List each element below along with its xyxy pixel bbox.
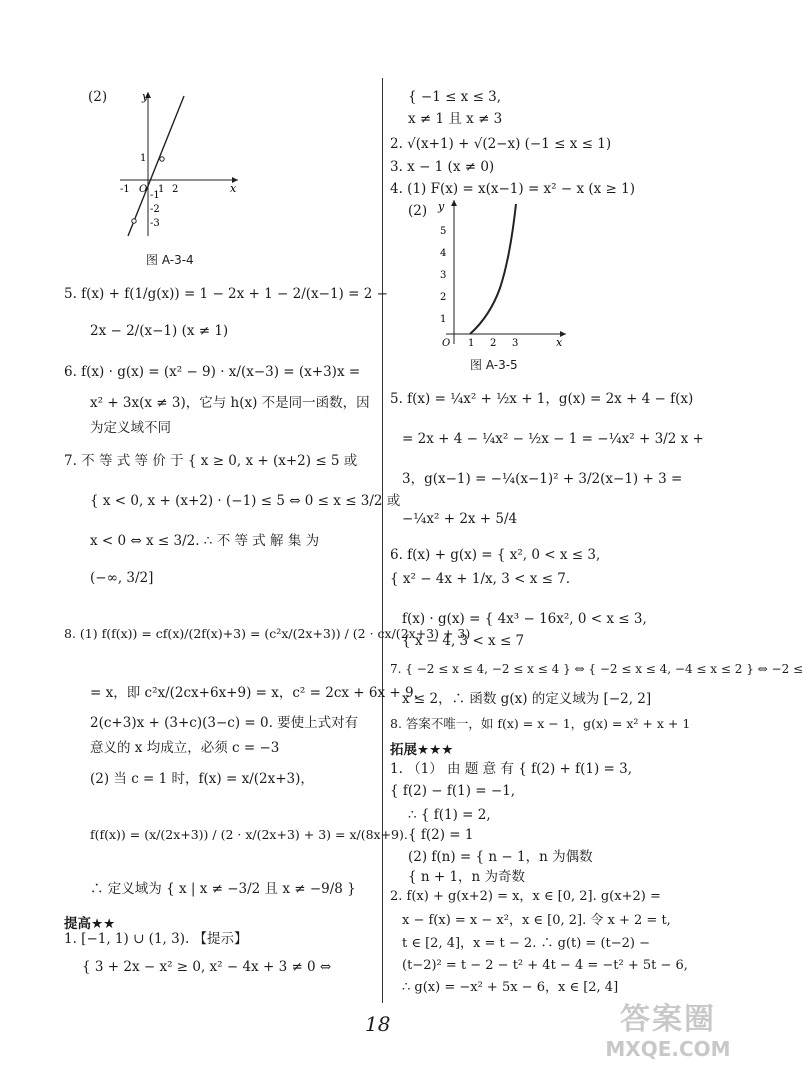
graph1-tick: 1 (140, 153, 147, 164)
answer-line: x² + 3x(x ≠ 3)，它与 h(x) 不是同一函数，因 (90, 395, 370, 411)
figure-caption: 图 A-3-4 (146, 253, 194, 267)
answer-line: f(x) · g(x) = { 4x³ − 16x², 0 < x ≤ 3, (402, 611, 647, 627)
answer-line: 意义的 x 均成立，必须 c = −3 (90, 740, 280, 756)
answer-line: f(f(x)) = (x/(2x+3)) / (2 · x/(2x+3) + 3) = x/(8x+9). (90, 827, 408, 842)
graph1-tick: 1 (158, 184, 165, 195)
graph2-tick: 1 (440, 314, 447, 325)
answer-line: { f(2) = 1 (408, 827, 474, 843)
graph1-x-label: x (230, 182, 237, 195)
answer-line: 7. 不 等 式 等 价 于 { x ≥ 0, x + (x+2) ≤ 5 或 (64, 453, 358, 469)
graph1-tick: -2 (150, 204, 160, 215)
graph-a-3-5 (430, 196, 570, 348)
answer-line: 3，g(x−1) = −¼(x−1)² + 3/2(x−1) + 3 = (402, 471, 683, 487)
graph2-x-label: x (556, 336, 563, 349)
answer-line: 3. x − 1 (x ≠ 0) (390, 159, 495, 175)
graph2-tick: 4 (440, 248, 447, 259)
figure-caption: 图 A-3-5 (470, 358, 518, 372)
answer-line: 6. f(x) · g(x) = (x² − 9) · x/(x−3) = (x+3)x = (64, 364, 361, 380)
answer-line: 8. (1) f(f(x)) = cf(x)/(2f(x)+3) = (c²x/(2x+3)) / (2 · cx/(2x+3) + 3) (64, 626, 471, 641)
answer-line: (t−2)² = t − 2 − t² + 4t − 4 = −t² + 5t − 6, (402, 958, 688, 973)
answer-line: (2) 当 c = 1 时，f(x) = x/(2x+3)， (90, 771, 314, 787)
answer-line: 5. f(x) + f(1/g(x)) = 1 − 2x + 1 − 2/(x−1) = 2 − (64, 286, 388, 302)
answer-line: 8. 答案不唯一，如 f(x) = x − 1，g(x) = x² + x + 1 (390, 716, 691, 731)
answer-line: ∴ g(x) = −x² + 5x − 6，x ∈ [2, 4] (402, 980, 619, 995)
answer-line: 2. f(x) + g(x+2) = x，x ∈ [0, 2]. g(x+2) = (390, 889, 661, 904)
page-number: 18 (365, 1012, 391, 1036)
answer-line: t ∈ [2, 4]，x = t − 2. ∴ g(t) = (t−2) − (402, 936, 651, 951)
answer-line: x ≤ 2，∴ 函数 g(x) 的定义域为 [−2, 2] (402, 691, 652, 707)
answer-line: 7. { −2 ≤ x ≤ 4, −2 ≤ x ≤ 4 } ⇔ { −2 ≤ x ≤ 4, −4 ≤ x ≤ 2 } ⇔ −2 ≤ (390, 662, 803, 676)
watermark-logo (598, 1003, 738, 1063)
graph-a-3-4 (112, 88, 242, 238)
answer-line: 2x − 2/(x−1) (x ≠ 1) (90, 323, 229, 339)
answer-line: { x² − 4x + 1/x, 3 < x ≤ 7. (390, 571, 571, 587)
answer-line: { −1 ≤ x ≤ 3, (408, 89, 502, 105)
graph2-tick: 3 (440, 270, 447, 281)
answer-line: 5. f(x) = ¼x² + ½x + 1，g(x) = 2x + 4 − f(x) (390, 391, 694, 407)
graph1-tick: -3 (150, 218, 160, 229)
answer-line: { n + 1，n 为奇数 (408, 869, 526, 885)
graph1-y-label: y (142, 90, 149, 103)
answer-line: = x，即 c²x/(2cx+6x+9) = x，c² = 2cx + 6x + 9， (90, 685, 428, 701)
answer-line: { f(2) − f(1) = −1, (390, 783, 516, 799)
graph2-tick: 1 (468, 338, 475, 349)
answer-line: (2) f(n) = { n − 1，n 为偶数 (408, 849, 593, 865)
answer-line: 为定义域不同 (90, 420, 171, 436)
answer-line: 2. √(x+1) + √(2−x) (−1 ≤ x ≤ 1) (390, 136, 612, 152)
answer-line: (−∞, 3/2] (90, 570, 154, 586)
answer-line: { x < 0, x + (x+2) · (−1) ≤ 5 ⇔ 0 ≤ x ≤ 3/2 或 (90, 493, 401, 509)
answer-line: ∴ 定义域为 { x | x ≠ −3/2 且 x ≠ −9/8 } (90, 881, 356, 897)
answer-line: ∴ { f(1) = 2, (408, 807, 491, 823)
answer-line: { x − 4, 3 < x ≤ 7 (402, 633, 525, 649)
graph1-tick: 2 (172, 184, 179, 195)
graph1-label: (2) (88, 89, 108, 105)
answer-line: = 2x + 4 − ¼x² − ½x − 1 = −¼x² + 3/2 x + (402, 431, 704, 447)
answer-line: 2(c+3)x + (3+c)(3−c) = 0. 要使上式对有 (90, 715, 359, 731)
graph1-tick: -1 (150, 190, 160, 201)
graph1-tick: -1 (120, 184, 130, 195)
answer-line: 1. [−1, 1) ∪ (1, 3). 【提示】 (64, 931, 248, 947)
answer-line: 6. f(x) + g(x) = { x², 0 < x ≤ 3, (390, 547, 601, 563)
answer-line: x − f(x) = x − x²，x ∈ [0, 2]. 令 x + 2 = t, (402, 913, 671, 928)
watermark-text: 答案圈 (620, 1002, 716, 1037)
graph2-tick: 2 (440, 292, 447, 303)
graph2-tick: 2 (490, 338, 497, 349)
answer-line: 1. （1） 由 题 意 有 { f(2) + f(1) = 3, (390, 761, 633, 777)
column-divider (382, 78, 383, 1003)
graph2-tick: 3 (512, 338, 519, 349)
watermark-url: MXQE.COM (605, 1037, 731, 1061)
answer-line: 4. (1) F(x) = x(x−1) = x² − x (x ≥ 1) (390, 181, 636, 197)
section-title-advanced: 提高★★ (64, 916, 116, 932)
section-title-extension: 拓展★★★ (390, 742, 454, 758)
graph2-tick: 5 (440, 226, 447, 237)
graph2-y-label: y (438, 200, 445, 213)
graph2-origin: O (442, 338, 451, 349)
answer-line: −¼x² + 2x + 5/4 (402, 511, 518, 527)
graph1-origin: O (139, 184, 148, 195)
answer-line: { 3 + 2x − x² ≥ 0, x² − 4x + 3 ≠ 0 ⇔ (82, 959, 332, 975)
answer-line: x ≠ 1 且 x ≠ 3 (408, 111, 503, 127)
answer-line: x < 0 ⇔ x ≤ 3/2. ∴ 不 等 式 解 集 为 (90, 533, 320, 549)
graph2-label: (2) (408, 203, 428, 219)
